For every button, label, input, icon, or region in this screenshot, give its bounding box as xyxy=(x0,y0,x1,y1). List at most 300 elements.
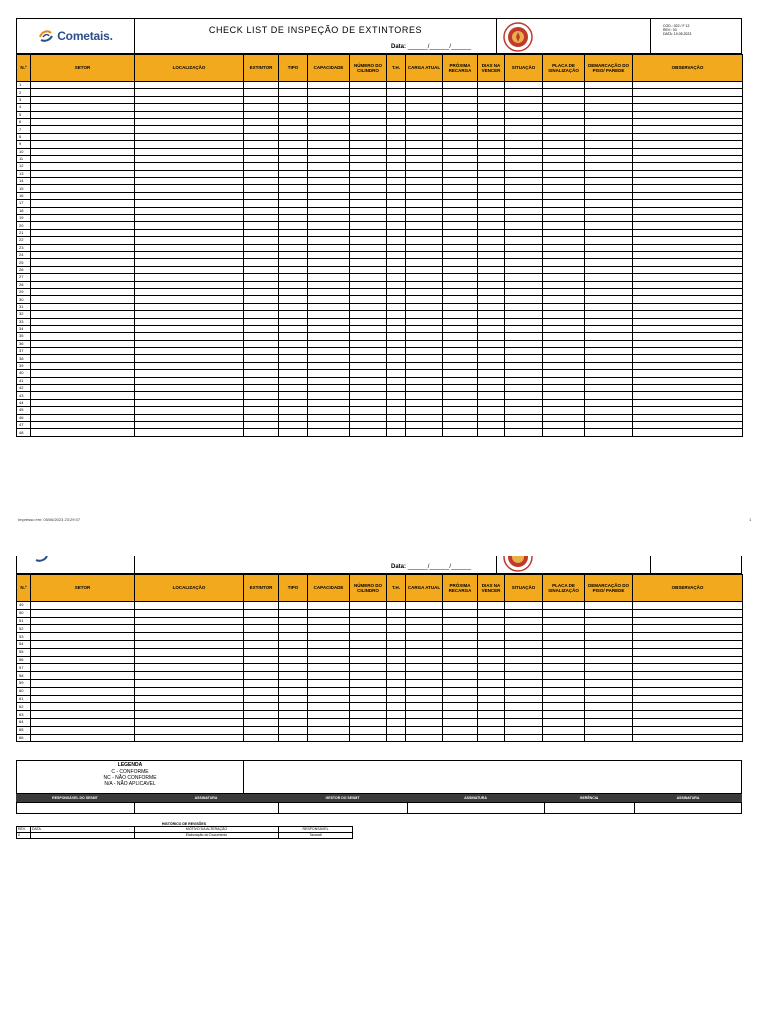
table-cell[interactable] xyxy=(135,170,244,177)
table-cell[interactable] xyxy=(505,104,543,111)
table-cell[interactable] xyxy=(350,633,387,641)
table-cell[interactable] xyxy=(443,617,478,625)
table-cell[interactable] xyxy=(350,664,387,672)
table-cell[interactable] xyxy=(478,429,505,436)
table-cell[interactable] xyxy=(135,377,244,384)
table-cell[interactable] xyxy=(308,89,350,96)
table-cell[interactable] xyxy=(633,281,743,288)
table-cell[interactable] xyxy=(633,672,743,680)
table-cell[interactable] xyxy=(585,222,633,229)
table-cell[interactable] xyxy=(406,640,443,648)
table-cell[interactable] xyxy=(31,687,135,695)
table-cell[interactable] xyxy=(387,207,406,214)
table-cell[interactable] xyxy=(585,266,633,273)
table-cell[interactable] xyxy=(505,407,543,414)
table-cell[interactable] xyxy=(633,126,743,133)
table-cell[interactable] xyxy=(543,392,585,399)
table-cell[interactable] xyxy=(135,429,244,436)
table-cell[interactable] xyxy=(244,429,279,436)
table-cell[interactable] xyxy=(279,333,308,340)
table-cell[interactable] xyxy=(244,695,279,703)
table-cell[interactable] xyxy=(543,734,585,742)
table-cell[interactable] xyxy=(308,303,350,310)
table-cell[interactable] xyxy=(31,695,135,703)
table-cell[interactable] xyxy=(31,602,135,610)
table-cell[interactable] xyxy=(585,215,633,222)
table-cell[interactable] xyxy=(585,104,633,111)
table-cell[interactable] xyxy=(633,170,743,177)
table-cell[interactable] xyxy=(31,222,135,229)
table-cell[interactable] xyxy=(387,734,406,742)
table-cell[interactable] xyxy=(279,118,308,125)
table-cell[interactable] xyxy=(244,237,279,244)
table-cell[interactable] xyxy=(308,111,350,118)
table-cell[interactable] xyxy=(585,200,633,207)
table-cell[interactable] xyxy=(279,148,308,155)
table-cell[interactable] xyxy=(443,215,478,222)
table-cell[interactable] xyxy=(633,370,743,377)
table-cell[interactable] xyxy=(478,711,505,719)
table-cell[interactable] xyxy=(585,340,633,347)
table-cell[interactable] xyxy=(350,325,387,332)
table-cell[interactable] xyxy=(350,656,387,664)
table-cell[interactable] xyxy=(443,609,478,617)
table-cell[interactable] xyxy=(387,126,406,133)
table-cell[interactable] xyxy=(279,303,308,310)
table-cell[interactable] xyxy=(31,126,135,133)
table-cell[interactable] xyxy=(244,656,279,664)
table-cell[interactable] xyxy=(543,325,585,332)
table-cell[interactable] xyxy=(135,89,244,96)
table-cell[interactable] xyxy=(406,625,443,633)
table-cell[interactable] xyxy=(443,370,478,377)
table-cell[interactable] xyxy=(543,104,585,111)
table-cell[interactable] xyxy=(505,734,543,742)
table-cell[interactable] xyxy=(543,244,585,251)
table-cell[interactable] xyxy=(387,311,406,318)
table-cell[interactable] xyxy=(543,407,585,414)
table-cell[interactable] xyxy=(505,192,543,199)
table-cell[interactable] xyxy=(543,229,585,236)
table-cell[interactable] xyxy=(406,281,443,288)
table-cell[interactable] xyxy=(135,281,244,288)
table-cell[interactable] xyxy=(387,163,406,170)
table-cell[interactable] xyxy=(135,185,244,192)
table-cell[interactable] xyxy=(135,318,244,325)
table-cell[interactable] xyxy=(387,370,406,377)
table-cell[interactable] xyxy=(31,244,135,251)
table-cell[interactable] xyxy=(31,89,135,96)
table-cell[interactable] xyxy=(387,703,406,711)
table-cell[interactable] xyxy=(505,82,543,89)
table-cell[interactable] xyxy=(31,429,135,436)
table-cell[interactable] xyxy=(505,118,543,125)
table-cell[interactable] xyxy=(244,104,279,111)
table-cell[interactable] xyxy=(443,407,478,414)
table-cell[interactable] xyxy=(478,362,505,369)
table-cell[interactable] xyxy=(406,155,443,162)
table-cell[interactable] xyxy=(478,82,505,89)
table-cell[interactable] xyxy=(308,118,350,125)
table-cell[interactable] xyxy=(387,602,406,610)
table-cell[interactable] xyxy=(308,281,350,288)
table-cell[interactable] xyxy=(633,89,743,96)
table-cell[interactable] xyxy=(308,617,350,625)
table-cell[interactable] xyxy=(350,207,387,214)
table-cell[interactable] xyxy=(478,340,505,347)
table-cell[interactable] xyxy=(279,348,308,355)
table-cell[interactable] xyxy=(135,200,244,207)
table-cell[interactable] xyxy=(406,679,443,687)
table-cell[interactable] xyxy=(135,333,244,340)
table-cell[interactable] xyxy=(279,296,308,303)
table-cell[interactable] xyxy=(505,274,543,281)
table-cell[interactable] xyxy=(443,429,478,436)
table-cell[interactable] xyxy=(543,133,585,140)
table-cell[interactable] xyxy=(279,687,308,695)
table-cell[interactable] xyxy=(633,703,743,711)
table-cell[interactable] xyxy=(308,178,350,185)
table-cell[interactable] xyxy=(350,237,387,244)
table-cell[interactable] xyxy=(308,711,350,719)
table-cell[interactable] xyxy=(585,288,633,295)
table-cell[interactable] xyxy=(244,340,279,347)
table-cell[interactable] xyxy=(443,340,478,347)
table-cell[interactable] xyxy=(31,609,135,617)
table-cell[interactable] xyxy=(31,104,135,111)
table-cell[interactable] xyxy=(443,355,478,362)
table-cell[interactable] xyxy=(387,325,406,332)
table-cell[interactable] xyxy=(478,377,505,384)
table-cell[interactable] xyxy=(350,726,387,734)
table-cell[interactable] xyxy=(478,155,505,162)
table-cell[interactable] xyxy=(406,429,443,436)
table-cell[interactable] xyxy=(244,325,279,332)
table-cell[interactable] xyxy=(478,185,505,192)
table-cell[interactable] xyxy=(308,192,350,199)
table-cell[interactable] xyxy=(585,640,633,648)
table-cell[interactable] xyxy=(633,222,743,229)
table-cell[interactable] xyxy=(585,325,633,332)
table-cell[interactable] xyxy=(244,672,279,680)
table-cell[interactable] xyxy=(279,185,308,192)
table-cell[interactable] xyxy=(387,333,406,340)
table-cell[interactable] xyxy=(350,695,387,703)
table-cell[interactable] xyxy=(505,155,543,162)
table-cell[interactable] xyxy=(406,82,443,89)
table-cell[interactable] xyxy=(585,726,633,734)
table-cell[interactable] xyxy=(279,407,308,414)
table-cell[interactable] xyxy=(135,656,244,664)
table-cell[interactable] xyxy=(443,679,478,687)
table-cell[interactable] xyxy=(387,215,406,222)
table-cell[interactable] xyxy=(350,251,387,258)
table-cell[interactable] xyxy=(633,185,743,192)
table-cell[interactable] xyxy=(135,111,244,118)
table-cell[interactable] xyxy=(31,288,135,295)
table-cell[interactable] xyxy=(308,96,350,103)
table-cell[interactable] xyxy=(443,711,478,719)
table-cell[interactable] xyxy=(478,192,505,199)
table-cell[interactable] xyxy=(406,726,443,734)
table-cell[interactable] xyxy=(478,718,505,726)
table-cell[interactable] xyxy=(633,617,743,625)
table-cell[interactable] xyxy=(633,244,743,251)
table-cell[interactable] xyxy=(31,82,135,89)
table-cell[interactable] xyxy=(585,656,633,664)
table-cell[interactable] xyxy=(585,703,633,711)
table-cell[interactable] xyxy=(543,414,585,421)
table-cell[interactable] xyxy=(406,648,443,656)
table-cell[interactable] xyxy=(279,266,308,273)
table-cell[interactable] xyxy=(387,421,406,428)
table-cell[interactable] xyxy=(406,311,443,318)
table-cell[interactable] xyxy=(387,672,406,680)
table-cell[interactable] xyxy=(585,429,633,436)
table-cell[interactable] xyxy=(633,259,743,266)
table-cell[interactable] xyxy=(443,734,478,742)
table-cell[interactable] xyxy=(478,207,505,214)
table-cell[interactable] xyxy=(478,163,505,170)
table-cell[interactable] xyxy=(350,200,387,207)
table-cell[interactable] xyxy=(406,229,443,236)
table-cell[interactable] xyxy=(585,370,633,377)
table-cell[interactable] xyxy=(505,377,543,384)
table-cell[interactable] xyxy=(279,672,308,680)
table-cell[interactable] xyxy=(31,215,135,222)
table-cell[interactable] xyxy=(350,244,387,251)
table-cell[interactable] xyxy=(443,96,478,103)
signature-field[interactable] xyxy=(17,803,135,813)
table-cell[interactable] xyxy=(478,355,505,362)
table-cell[interactable] xyxy=(308,648,350,656)
table-cell[interactable] xyxy=(505,609,543,617)
table-cell[interactable] xyxy=(478,111,505,118)
table-cell[interactable] xyxy=(135,340,244,347)
table-cell[interactable] xyxy=(585,244,633,251)
table-cell[interactable] xyxy=(279,392,308,399)
table-cell[interactable] xyxy=(505,133,543,140)
table-cell[interactable] xyxy=(478,141,505,148)
table-cell[interactable] xyxy=(585,133,633,140)
table-cell[interactable] xyxy=(505,237,543,244)
table-cell[interactable] xyxy=(31,155,135,162)
table-cell[interactable] xyxy=(543,340,585,347)
table-cell[interactable] xyxy=(308,251,350,258)
table-cell[interactable] xyxy=(406,126,443,133)
table-cell[interactable] xyxy=(387,178,406,185)
table-cell[interactable] xyxy=(505,96,543,103)
table-cell[interactable] xyxy=(505,126,543,133)
table-cell[interactable] xyxy=(308,333,350,340)
table-cell[interactable] xyxy=(279,244,308,251)
table-cell[interactable] xyxy=(633,288,743,295)
table-cell[interactable] xyxy=(543,148,585,155)
table-cell[interactable] xyxy=(135,348,244,355)
table-cell[interactable] xyxy=(478,726,505,734)
table-cell[interactable] xyxy=(308,215,350,222)
table-cell[interactable] xyxy=(308,703,350,711)
table-cell[interactable] xyxy=(406,348,443,355)
table-cell[interactable] xyxy=(406,687,443,695)
table-cell[interactable] xyxy=(308,656,350,664)
table-cell[interactable] xyxy=(406,318,443,325)
table-cell[interactable] xyxy=(31,237,135,244)
table-cell[interactable] xyxy=(244,303,279,310)
table-cell[interactable] xyxy=(31,726,135,734)
table-cell[interactable] xyxy=(478,259,505,266)
table-cell[interactable] xyxy=(633,104,743,111)
table-cell[interactable] xyxy=(308,133,350,140)
table-cell[interactable] xyxy=(135,296,244,303)
table-cell[interactable] xyxy=(585,399,633,406)
table-cell[interactable] xyxy=(308,602,350,610)
table-cell[interactable] xyxy=(135,133,244,140)
table-cell[interactable] xyxy=(633,718,743,726)
table-cell[interactable] xyxy=(387,625,406,633)
table-cell[interactable] xyxy=(406,259,443,266)
table-cell[interactable] xyxy=(308,266,350,273)
table-cell[interactable] xyxy=(135,274,244,281)
table-cell[interactable] xyxy=(585,82,633,89)
table-cell[interactable] xyxy=(585,617,633,625)
table-cell[interactable] xyxy=(308,141,350,148)
table-cell[interactable] xyxy=(478,602,505,610)
table-cell[interactable] xyxy=(350,89,387,96)
table-cell[interactable] xyxy=(478,656,505,664)
table-cell[interactable] xyxy=(308,377,350,384)
table-cell[interactable] xyxy=(31,355,135,362)
table-cell[interactable] xyxy=(279,633,308,641)
table-cell[interactable] xyxy=(135,399,244,406)
table-cell[interactable] xyxy=(585,718,633,726)
table-cell[interactable] xyxy=(31,377,135,384)
table-cell[interactable] xyxy=(387,362,406,369)
table-cell[interactable] xyxy=(543,664,585,672)
table-cell[interactable] xyxy=(308,318,350,325)
table-cell[interactable] xyxy=(443,348,478,355)
table-cell[interactable] xyxy=(244,207,279,214)
table-cell[interactable] xyxy=(350,414,387,421)
table-cell[interactable] xyxy=(633,399,743,406)
table-cell[interactable] xyxy=(244,664,279,672)
table-cell[interactable] xyxy=(31,414,135,421)
table-cell[interactable] xyxy=(279,679,308,687)
table-cell[interactable] xyxy=(406,237,443,244)
table-cell[interactable] xyxy=(633,656,743,664)
table-cell[interactable] xyxy=(633,633,743,641)
table-cell[interactable] xyxy=(279,718,308,726)
table-cell[interactable] xyxy=(135,355,244,362)
table-cell[interactable] xyxy=(585,178,633,185)
table-cell[interactable] xyxy=(543,385,585,392)
table-cell[interactable] xyxy=(350,163,387,170)
table-cell[interactable] xyxy=(279,414,308,421)
table-cell[interactable] xyxy=(478,399,505,406)
table-cell[interactable] xyxy=(543,318,585,325)
table-cell[interactable] xyxy=(135,311,244,318)
table-cell[interactable] xyxy=(478,133,505,140)
table-cell[interactable] xyxy=(135,407,244,414)
table-cell[interactable] xyxy=(406,192,443,199)
table-cell[interactable] xyxy=(585,192,633,199)
table-cell[interactable] xyxy=(505,333,543,340)
table-cell[interactable] xyxy=(350,318,387,325)
table-cell[interactable] xyxy=(406,695,443,703)
table-cell[interactable] xyxy=(406,118,443,125)
table-cell[interactable] xyxy=(478,679,505,687)
table-cell[interactable] xyxy=(308,726,350,734)
table-cell[interactable] xyxy=(135,104,244,111)
table-cell[interactable] xyxy=(585,414,633,421)
table-cell[interactable] xyxy=(244,421,279,428)
table-cell[interactable] xyxy=(31,274,135,281)
table-cell[interactable] xyxy=(406,89,443,96)
table-cell[interactable] xyxy=(543,726,585,734)
table-cell[interactable] xyxy=(478,392,505,399)
table-cell[interactable] xyxy=(135,414,244,421)
table-cell[interactable] xyxy=(543,141,585,148)
table-cell[interactable] xyxy=(406,215,443,222)
table-cell[interactable] xyxy=(543,718,585,726)
table-cell[interactable] xyxy=(387,96,406,103)
table-cell[interactable] xyxy=(279,609,308,617)
table-cell[interactable] xyxy=(543,266,585,273)
table-cell[interactable] xyxy=(135,672,244,680)
table-cell[interactable] xyxy=(633,348,743,355)
table-cell[interactable] xyxy=(505,633,543,641)
table-cell[interactable] xyxy=(406,296,443,303)
table-cell[interactable] xyxy=(135,421,244,428)
table-cell[interactable] xyxy=(387,118,406,125)
table-cell[interactable] xyxy=(279,192,308,199)
table-cell[interactable] xyxy=(31,399,135,406)
table-cell[interactable] xyxy=(443,703,478,711)
table-cell[interactable] xyxy=(543,711,585,719)
table-cell[interactable] xyxy=(244,163,279,170)
table-cell[interactable] xyxy=(585,348,633,355)
table-cell[interactable] xyxy=(443,133,478,140)
table-cell[interactable] xyxy=(406,104,443,111)
table-cell[interactable] xyxy=(443,207,478,214)
table-cell[interactable] xyxy=(387,192,406,199)
table-cell[interactable] xyxy=(244,399,279,406)
table-cell[interactable] xyxy=(244,178,279,185)
table-cell[interactable] xyxy=(31,392,135,399)
table-cell[interactable] xyxy=(443,633,478,641)
table-cell[interactable] xyxy=(478,126,505,133)
table-cell[interactable] xyxy=(505,170,543,177)
table-cell[interactable] xyxy=(543,679,585,687)
table-cell[interactable] xyxy=(633,392,743,399)
table-cell[interactable] xyxy=(308,104,350,111)
table-cell[interactable] xyxy=(31,348,135,355)
table-cell[interactable] xyxy=(244,726,279,734)
table-cell[interactable] xyxy=(406,633,443,641)
table-cell[interactable] xyxy=(478,215,505,222)
table-cell[interactable] xyxy=(350,340,387,347)
table-cell[interactable] xyxy=(279,178,308,185)
table-cell[interactable] xyxy=(633,192,743,199)
table-cell[interactable] xyxy=(244,703,279,711)
table-cell[interactable] xyxy=(478,617,505,625)
table-cell[interactable] xyxy=(633,648,743,656)
table-cell[interactable] xyxy=(633,711,743,719)
table-cell[interactable] xyxy=(633,377,743,384)
table-cell[interactable] xyxy=(633,318,743,325)
table-cell[interactable] xyxy=(406,385,443,392)
table-cell[interactable] xyxy=(633,82,743,89)
